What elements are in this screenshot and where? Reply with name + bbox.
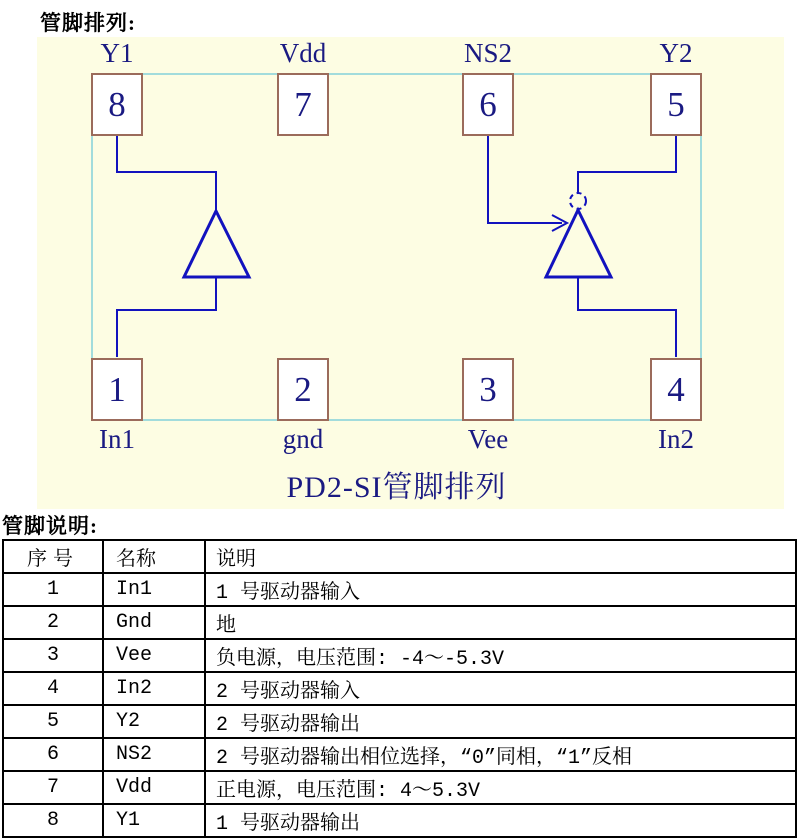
pin1-label: In1 <box>99 424 135 454</box>
pin6-label: NS2 <box>463 38 512 68</box>
cell-number: 2 <box>3 606 103 639</box>
pin-box-2: 2 <box>277 358 329 421</box>
table-row <box>3 606 796 639</box>
cell-number: 4 <box>3 672 103 705</box>
pin-arrangement-title: 管脚排列: <box>40 11 136 35</box>
cell-desc: 负电源，电压范围: -4～-5.3V <box>205 639 796 672</box>
pin5-label: Y2 <box>659 38 693 68</box>
cell-number: 8 <box>3 804 103 837</box>
cell-number: 6 <box>3 738 103 771</box>
cell-desc: 2 号驱动器输出 <box>205 705 796 738</box>
header-name: 名称 <box>103 540 205 573</box>
table-header-row <box>3 540 796 573</box>
pin-box-3: 3 <box>462 358 514 421</box>
pin-box-6: 6 <box>462 73 514 136</box>
cell-number: 5 <box>3 705 103 738</box>
pin2-label: gnd <box>282 424 324 454</box>
cell-name: NS2 <box>103 738 205 771</box>
pin-box-5: 5 <box>650 73 702 136</box>
cell-desc: 正电源，电压范围: 4～5.3V <box>205 771 796 804</box>
table-row <box>3 738 796 771</box>
pin-box-8: 8 <box>91 73 143 136</box>
table-row <box>3 771 796 804</box>
cell-desc: 2 号驱动器输出相位选择，“0”同相，“1”反相 <box>205 738 796 771</box>
diagram-caption: PD2-SI管脚排列 <box>286 471 507 504</box>
cell-name: Y1 <box>103 804 205 837</box>
table-row <box>3 705 796 738</box>
cell-name: Gnd <box>103 606 205 639</box>
cell-desc: 1 号驱动器输出 <box>205 804 796 837</box>
pin-box-7: 7 <box>277 73 329 136</box>
cell-name: Vdd <box>103 771 205 804</box>
cell-number: 3 <box>3 639 103 672</box>
header-desc: 说明 <box>205 540 796 573</box>
pin-description-table <box>2 539 797 838</box>
cell-name: Vee <box>103 639 205 672</box>
pin8-label: Y1 <box>100 38 134 68</box>
pin4-label: In2 <box>658 424 694 454</box>
table-row <box>3 804 796 837</box>
pin7-label: Vdd <box>279 38 327 68</box>
cell-name: In2 <box>103 672 205 705</box>
cell-desc: 地 <box>205 606 796 639</box>
table-row <box>3 639 796 672</box>
cell-number: 7 <box>3 771 103 804</box>
header-number: 序号 <box>3 540 103 573</box>
pin-description-title: 管脚说明: <box>2 514 98 538</box>
cell-number: 1 <box>3 573 103 606</box>
table-row <box>3 672 796 705</box>
pin3-label: Vee <box>467 424 509 454</box>
cell-name: Y2 <box>103 705 205 738</box>
chip-outline <box>91 73 702 421</box>
table-row <box>3 573 796 606</box>
pin-box-1: 1 <box>91 358 143 421</box>
cell-name: In1 <box>103 573 205 606</box>
pin-box-4: 4 <box>650 358 702 421</box>
cell-desc: 2 号驱动器输入 <box>205 672 796 705</box>
cell-desc: 1 号驱动器输入 <box>205 573 796 606</box>
